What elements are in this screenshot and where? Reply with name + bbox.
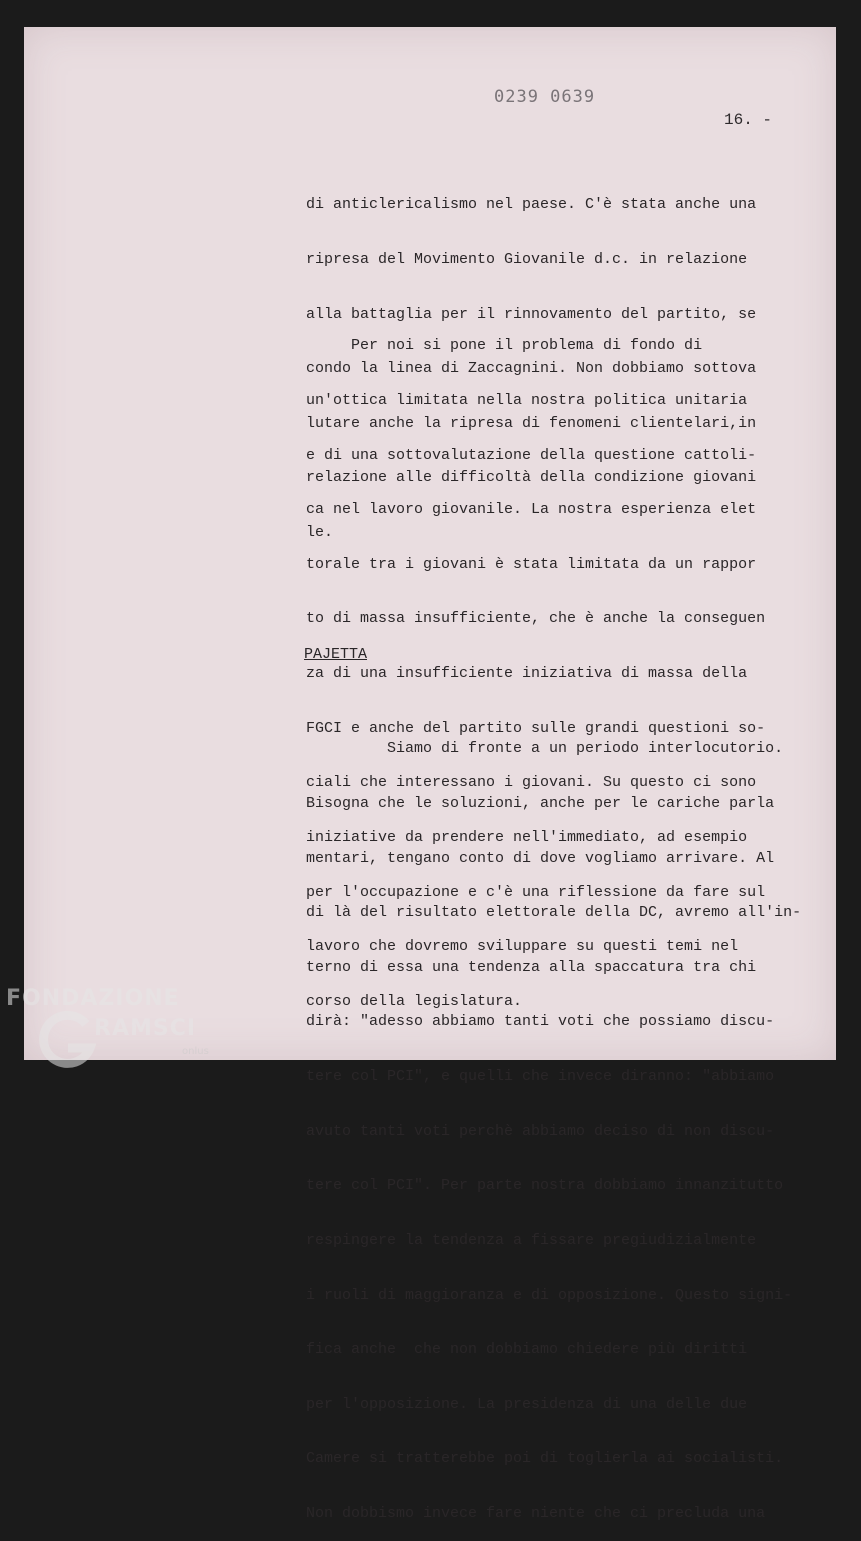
- text-line: lutare anche la ripresa di fenomeni clientelari,in: [306, 414, 757, 432]
- text-line: le.: [306, 524, 334, 542]
- gramsci-g-logo-icon: [36, 1008, 96, 1072]
- text-line: tere col PCI". Per parte nostra dobbiamo innanzitutto: [306, 1177, 784, 1195]
- text-line: corso della legislatura.: [306, 992, 523, 1010]
- fondazione-gramsci-watermark: [6, 986, 216, 1076]
- text-line: Per noi si pone il problema di fondo di: [306, 337, 703, 355]
- speaker-heading: PAJETTA: [304, 646, 368, 663]
- text-line: tere col PCI", e quelli che invece diranno: "abbiamo: [306, 1068, 775, 1086]
- text-line: per l'occupazione e c'è una riflessione da fare sul: [306, 883, 766, 901]
- text-line: alla battaglia per il rinnovamento del partito, se: [306, 305, 757, 323]
- text-line: di là del risultato elettorale della DC, avremo all'in-: [306, 904, 802, 922]
- text-line: ripresa del Movimento Giovanile d.c. in relazione: [306, 251, 748, 269]
- text-line: za di una insufficiente iniziativa di massa della: [306, 665, 748, 683]
- text-line: Siamo di fronte a un periodo interlocutorio.: [306, 740, 784, 758]
- text-line: relazione alle difficoltà della condizione giovani: [306, 469, 757, 487]
- text-line: respingere la tendenza a fissare pregiudizialmente: [306, 1231, 757, 1249]
- text-line: Camere si tratterebbe poi di toglierla ai socialisti.: [306, 1450, 784, 1468]
- text-line: fica anche che non dobbiamo chiedere più diritti: [306, 1341, 748, 1359]
- text-line: Non dobbismo invece fare niente che ci precluda una: [306, 1504, 766, 1522]
- page-number: 16. -: [724, 111, 773, 129]
- text-line: mentari, tengano conto di dove vogliamo arrivare. Al: [306, 849, 775, 867]
- text-line: per l'opposizione. La presidenza di una delle due: [306, 1395, 748, 1413]
- text-line: condo la linea di Zaccagnini. Non dobbiamo sottova: [306, 360, 757, 378]
- text-line: avuto tanti voti perchè abbiamo deciso di non discu-: [306, 1122, 775, 1140]
- text-line: torale tra i giovani è stata limitata da un rappor: [306, 555, 757, 573]
- text-line: terno di essa una tendenza alla spaccatura tra chi: [306, 958, 757, 976]
- text-line: i ruoli di maggioranza e di opposizione. Questo signi-: [306, 1286, 793, 1304]
- text-line: di anticlericalismo nel paese. C'è stata anche una: [306, 196, 757, 214]
- watermark-subtitle: onlus: [182, 1046, 209, 1057]
- text-line: lavoro che dovremo sviluppare su questi temi nel: [306, 938, 739, 956]
- watermark-line-2: RAMSCI: [94, 1016, 197, 1041]
- text-line: dirà: "adesso abbiamo tanti voti che possiamo discu-: [306, 1013, 775, 1031]
- text-line: e di una sottovalutazione della questione cattoli-: [306, 446, 757, 464]
- text-line: Bisogna che le soluzioni, anche per le cariche parla: [306, 795, 775, 813]
- paragraph-3: [306, 704, 826, 1541]
- text-line: ciali che interessano i giovani. Su questo ci sono: [306, 774, 757, 792]
- text-line: iniziative da prendere nell'immediato, ad esempio: [306, 828, 748, 846]
- archive-number: 0239 0639: [494, 87, 596, 107]
- watermark-line-1: FONDAZIONE: [6, 986, 180, 1011]
- text-line: to di massa insufficiente, che è anche la conseguen: [306, 610, 766, 628]
- text-line: FGCI e anche del partito sulle grandi questioni so-: [306, 719, 766, 737]
- text-line: un'ottica limitata nella nostra politica unitaria: [306, 392, 748, 410]
- text-line: ca nel lavoro giovanile. La nostra esperienza elet: [306, 501, 757, 519]
